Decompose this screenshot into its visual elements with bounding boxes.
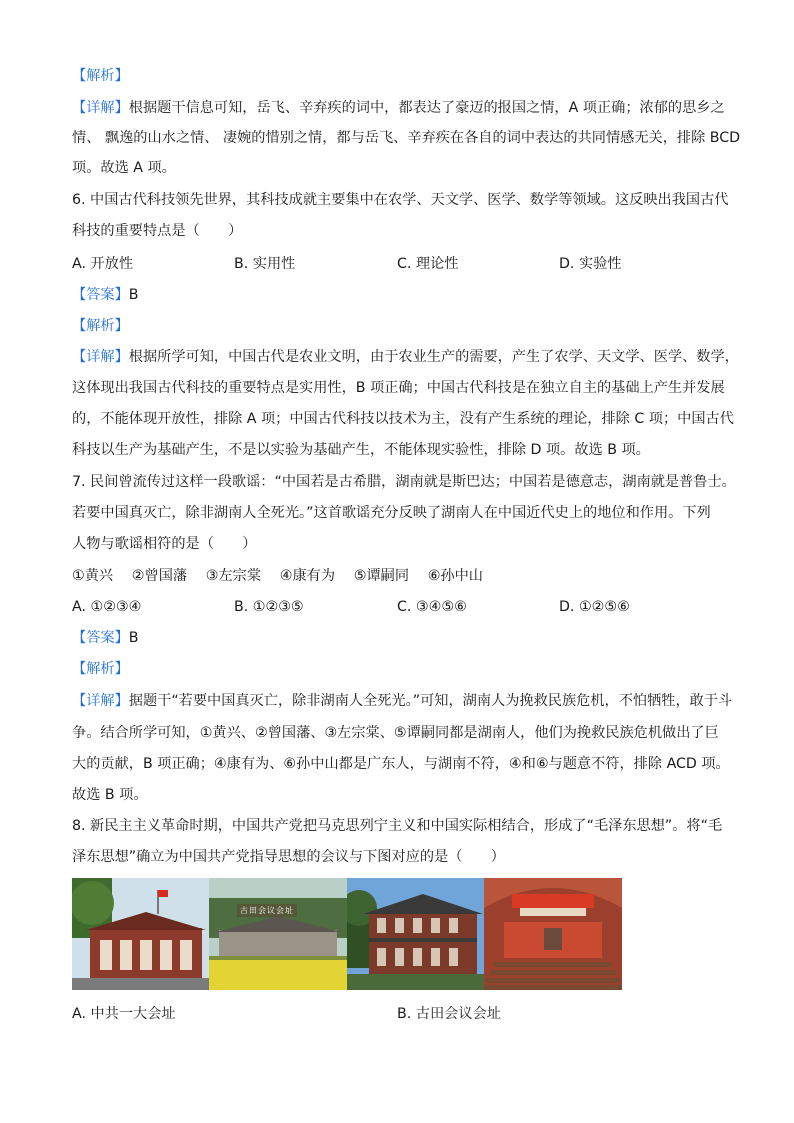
answer-value: B bbox=[128, 287, 139, 303]
question-6-stem: 6. 中国古代科技领先世界，其科技成就主要集中在农学、天文学、医学、数学等领域。这反映出我国古代 bbox=[72, 192, 729, 208]
detail-paragraph-line: 大的贡献，B 项正确；④康有为、⑥孙中山都是广东人，与湖南不符，④和⑥与题意不符，排除 ACD 项。 bbox=[72, 756, 730, 772]
question-7-items: ①黄兴 ②曾国藩 ③左宗棠 ④康有为 ⑤谭嗣同 ⑥孙中山 bbox=[72, 568, 483, 584]
option-c: C. 理论性 bbox=[397, 256, 459, 272]
photo-zunyi-meeting-site bbox=[347, 878, 484, 990]
question-7-stem: 7. 民间曾流传过这样一段歌谣：“中国若是古希腊，湖南就是斯巴达；中国若是德意志，湖南就是普鲁士。 bbox=[72, 474, 736, 490]
option-b: B. ①②③⑤ bbox=[234, 599, 304, 615]
answer-line bbox=[72, 628, 139, 648]
option-a: A. ①②③④ bbox=[72, 599, 142, 615]
detail-label: 【详解】 bbox=[72, 100, 129, 116]
analysis-header: 【解析】 bbox=[72, 318, 129, 334]
detail-paragraph-line: 这体现出我国古代科技的重要特点是实用性，B 项正确；中国古代科技是在独立自主的基础上产生并发展 bbox=[72, 380, 725, 396]
photo-sign: 古田会议会址 bbox=[237, 904, 297, 917]
answer-label: 【答案】 bbox=[72, 630, 129, 646]
detail-paragraph-line bbox=[72, 347, 739, 367]
option-d: D. ①②⑤⑥ bbox=[559, 599, 630, 615]
photo-first-congress-site bbox=[72, 878, 209, 990]
question-7-stem: 若要中国真灭亡，除非湖南人全死光。”这首歌谣充分反映了湖南人在中国近代史上的地位和作用。下列 bbox=[72, 505, 711, 521]
option-c: C. ③④⑤⑥ bbox=[397, 599, 467, 615]
detail-paragraph-line bbox=[72, 691, 732, 711]
answer-label: 【答案】 bbox=[72, 287, 129, 303]
detail-paragraph-line: 故选 B 项。 bbox=[72, 787, 148, 803]
detail-paragraph-line: 科技以生产为基础产生，不是以实验为基础产生，不能体现实验性，排除 D 项。故选 B 项。 bbox=[72, 442, 650, 458]
detail-paragraph-line: 项。故选 A 项。 bbox=[72, 160, 176, 176]
photo-option-b: B. 古田会议会址 bbox=[397, 1006, 501, 1022]
detail-text: 根据题干信息可知，岳飞、辛弃疾的词中，都表达了豪迈的报国之情，A 项正确；浓郁的思乡之 bbox=[128, 100, 725, 116]
detail-paragraph-line: 争。结合所学可知，①黄兴、②曾国藩、③左宗棠、⑤谭嗣同都是湖南人，他们为挽救民族危机做出了巨 bbox=[72, 725, 719, 741]
option-d: D. 实验性 bbox=[559, 256, 622, 272]
question-8-stem: 8. 新民主主义革命时期，中国共产党把马克思列宁主义和中国实际相结合，形成了“毛泽东思想”。将“毛 bbox=[72, 818, 723, 834]
detail-label: 【详解】 bbox=[72, 349, 129, 365]
analysis-header: 【解析】 bbox=[72, 661, 129, 677]
analysis-header: 【解析】 bbox=[72, 68, 129, 84]
answer-value: B bbox=[128, 630, 139, 646]
answer-line bbox=[72, 285, 139, 305]
detail-text: 据题干“若要中国真灭亡，除非湖南人全死光。”可知，湖南人为挽救民族危机，不怕牺牲，敢于斗 bbox=[128, 693, 733, 709]
question-8-stem: 泽东思想”确立为中国共产党指导思想的会议与下图对应的是（ ） bbox=[72, 849, 505, 865]
photo-meeting-hall-interior bbox=[484, 878, 622, 990]
photo-gutian-meeting-site bbox=[209, 878, 347, 990]
question-6-stem: 科技的重要特点是（ ） bbox=[72, 223, 243, 239]
option-a: A. 开放性 bbox=[72, 256, 134, 272]
detail-label: 【详解】 bbox=[72, 693, 129, 709]
detail-text: 根据所学可知，中国古代是农业文明，由于农业生产的需要，产生了农学、天文学、医学、数学， bbox=[128, 349, 739, 365]
photo-strip bbox=[72, 878, 622, 990]
question-7-stem: 人物与歌谣相符的是（ ） bbox=[72, 536, 257, 552]
detail-paragraph-line: 情、 飘逸的山水之情、 凄婉的惜别之情，都与岳飞、辛弃疾在各自的词中表达的共同情感无关，排除 BCD bbox=[72, 130, 741, 146]
detail-paragraph-line bbox=[72, 98, 725, 118]
detail-paragraph-line: 的，不能体现开放性，排除 A 项；中国古代科技以技术为主，没有产生系统的理论，排除 C 项；中国古代 bbox=[72, 411, 734, 427]
option-b: B. 实用性 bbox=[234, 256, 296, 272]
photo-option-a: A. 中共一大会址 bbox=[72, 1006, 176, 1022]
